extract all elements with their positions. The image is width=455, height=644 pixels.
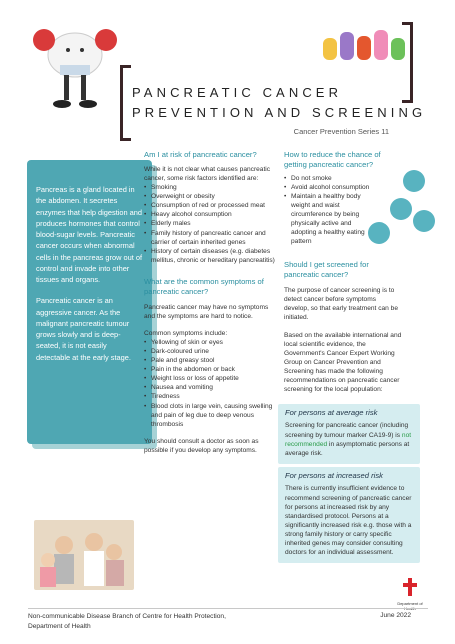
intro-paragraph-2: Pancreatic cancer is an aggressive cancer. As the malignant pancreatic tumour grows slowly and is deep-seated, it is not easily detectable at the early stage. [36, 296, 131, 362]
symptoms-intro-2: Common symptoms include: [144, 329, 228, 337]
footer-org-line2: Department of Health [28, 622, 91, 630]
list-item: • Overweight or obesity [144, 192, 276, 201]
average-risk-text [285, 421, 413, 457]
department-of-health-emblem-icon [403, 578, 417, 596]
middle-column [144, 150, 276, 455]
average-risk-heading: For persons at average risk [285, 408, 378, 417]
cartoon-characters-illustration [318, 20, 413, 75]
list-item: • Pain in the abdomen or back [144, 365, 276, 374]
intro-box [27, 160, 152, 444]
list-item: • Yellowing of skin or eyes [144, 338, 276, 347]
symptoms-intro-1: Pancreatic cancer may have no symptoms and the symptoms are hard to notice. [144, 303, 269, 320]
list-item: • Maintain a healthy body weight and waist circumference by being physically active and adopting a healthy eating pattern [284, 192, 372, 247]
symptom-list [144, 338, 276, 429]
increased-risk-heading: For persons at increased risk [285, 471, 383, 480]
footer-date: June 2022 [380, 612, 411, 619]
not-recommended-text: not recommended [285, 431, 412, 448]
risk-heading: Am I at risk of pancreatic cancer? [144, 150, 257, 159]
screening-paragraph-2: Based on the available international and local scientific evidence, the Government's Cancer Expert Working Group on Cancer Prevention and Screening has made the following recommendations on pancreatic cancer screening for the local population: [284, 331, 402, 394]
list-item: • History of certain diseases (e.g. diabetes mellitus, chronic or hereditary pancreatitis) [144, 247, 276, 265]
increased-risk-text: There is currently insufficient evidence to recommend screening of pancreatic cancer for persons at increased risk by any standardised protocol. Persons at a significantly increased risk e.g. those with a strong family history or carry specific inherited genes may consider consulting doctors for an individual assessment. [285, 485, 412, 557]
reduce-heading: How to reduce the chance of getting pancreatic cancer? [284, 150, 381, 169]
boxing-pancreas-mascot-illustration [30, 10, 120, 115]
list-item: • Avoid alcohol consumption [284, 183, 372, 192]
list-item: • Tiredness [144, 392, 276, 401]
exercise-icon [413, 210, 435, 232]
screening-paragraph-1: The purpose of cancer screening is to detect cancer before symptoms develop, so that early treatment can be initiated. [284, 287, 398, 322]
symptoms-heading: What are the common symptoms of pancreatic cancer? [144, 276, 264, 296]
risk-factor-list [144, 183, 276, 265]
healthy-eating-icon [368, 222, 390, 244]
list-item: • Dark-coloured urine [144, 347, 276, 356]
increased-risk-box [278, 467, 420, 563]
average-risk-box [278, 404, 420, 464]
average-risk-text-before: Screening for pancreatic cancer (including screening by tumour marker CA19-9) is [285, 422, 409, 439]
footer-org-line1: Non-communicable Disease Branch of Centre for Health Protection, [28, 613, 226, 620]
footer-organization [28, 612, 226, 632]
footer-divider [28, 608, 428, 609]
screening-heading: Should I get screened for pancreatic cancer? [284, 260, 369, 280]
list-item: • Do not smoke [284, 174, 372, 183]
list-item: • Weight loss or loss of appetite [144, 374, 276, 383]
title-bracket-right [402, 22, 413, 103]
symptoms-advice: You should consult a doctor as soon as possible if you develop any symptoms. [144, 437, 259, 454]
list-item: • Consumption of red or processed meat [144, 201, 276, 210]
reduce-list [284, 174, 372, 247]
list-item: • Family history of pancreatic cancer and carrier of certain inherited genes [144, 229, 276, 247]
family-photo [34, 520, 134, 590]
list-item: • Pale and greasy stool [144, 356, 276, 365]
list-item: • Smoking [144, 183, 276, 192]
no-smoking-icon [403, 170, 425, 192]
list-item: • Heavy alcohol consumption [144, 210, 276, 219]
list-item: • Nausea and vomiting [144, 383, 276, 392]
title-bracket-left [120, 65, 131, 141]
list-item: • Blood clots in large vein, causing swelling and pain of leg due to deep venous thrombosis [144, 402, 276, 429]
right-column [284, 150, 402, 394]
logo-label: Department of [397, 601, 423, 606]
page-title-line1: PANCREATIC CANCER [132, 85, 343, 100]
intro-paragraph-1: Pancreas is a gland located in the abdomen. It secretes enzymes that help digestion and produces hormones that control blood-sugar levels. Pancreatic cancer occurs when abnormal cells in the pancreas grow out of control and invade into other tissues and organs. [36, 185, 143, 284]
page-title-line2: PREVENTION AND SCREENING [132, 105, 427, 120]
no-alcohol-icon [390, 198, 412, 220]
list-item: • Elderly males [144, 219, 276, 228]
risk-intro: While it is not clear what causes pancreatic cancer, some risk factors identified are: [144, 165, 271, 182]
department-of-health-logo [395, 578, 425, 608]
average-risk-text-after: in asymptomatic persons at average risk. [285, 440, 410, 457]
series-label: Cancer Prevention Series 11 [293, 127, 389, 136]
